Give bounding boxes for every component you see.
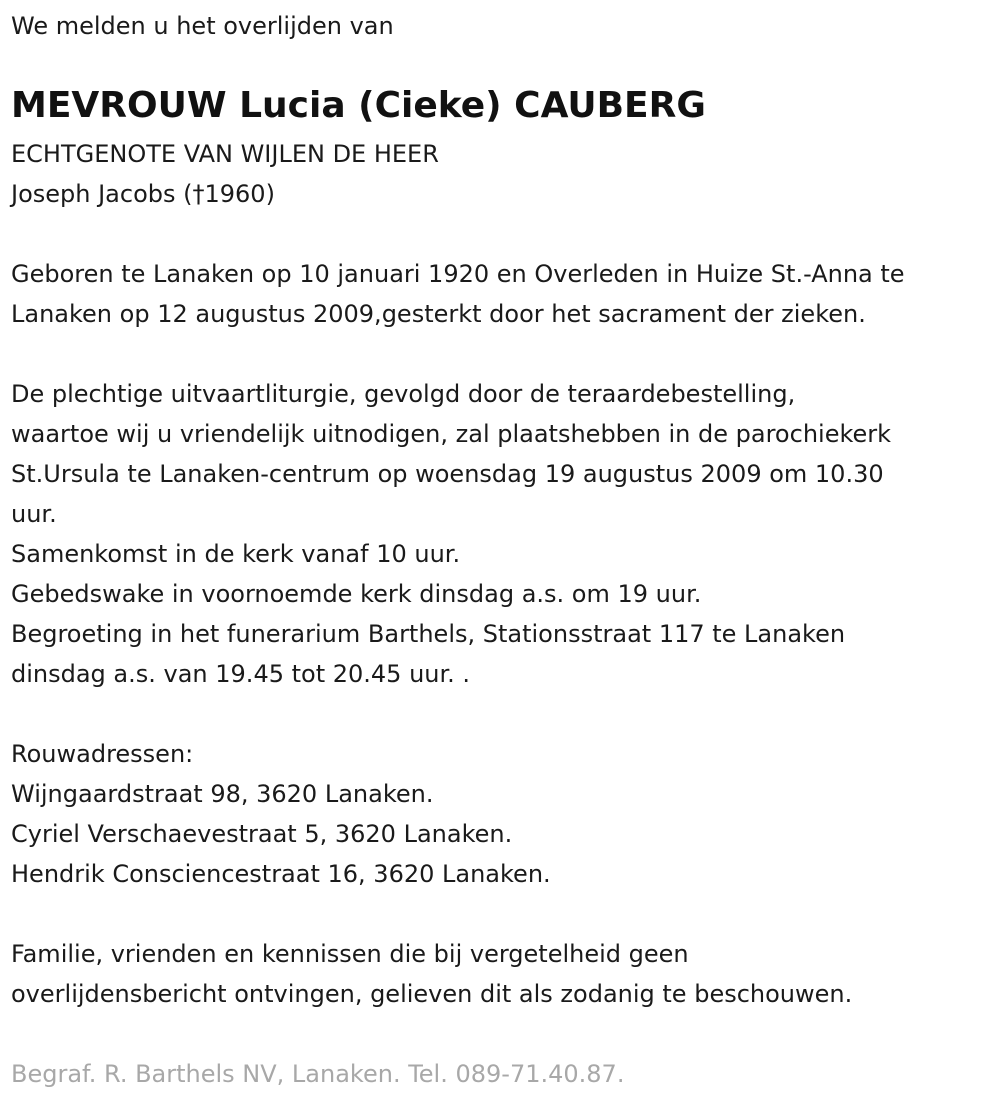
family-note-line: overlijdensbericht ontvingen, gelieven dit als zodanig te beschouwen. [11, 980, 853, 1008]
intro-text: We melden u het overlijden van [11, 12, 394, 40]
liturgy-line: De plechtige uitvaartliturgie, gevolgd door de teraardebestelling, [11, 380, 796, 408]
liturgy-section [11, 374, 891, 694]
liturgy-line: Samenkomst in de kerk vanaf 10 uur. [11, 540, 461, 568]
spouse-title: ECHTGENOTE VAN WIJLEN DE HEER [11, 140, 439, 168]
birth-death-line: Lanaken op 12 augustus 2009,gesterkt door het sacrament der zieken. [11, 300, 866, 328]
birth-death-line: Geboren te Lanaken op 10 januari 1920 en Overleden in Huize St.-Anna te [11, 260, 905, 288]
spouse-name: Joseph Jacobs (†1960) [11, 180, 275, 208]
family-note-section [11, 934, 852, 1014]
liturgy-line: Gebedswake in voornoemde kerk dinsdag a.s. om 19 uur. [11, 580, 702, 608]
liturgy-line: dinsdag a.s. van 19.45 tot 20.45 uur. . [11, 660, 471, 688]
deceased-name: MEVROUW Lucia (Cieke) CAUBERG [11, 85, 706, 126]
liturgy-line: uur. [11, 500, 57, 528]
addresses-heading: Rouwadressen: [11, 740, 194, 768]
address-item: Hendrik Consciencestraat 16, 3620 Lanaken. [11, 860, 551, 888]
liturgy-line: Begroeting in het funerarium Barthels, Stationsstraat 117 te Lanaken [11, 620, 846, 648]
birth-death-section [11, 254, 905, 334]
address-item: Wijngaardstraat 98, 3620 Lanaken. [11, 780, 434, 808]
address-item: Cyriel Verschaevestraat 5, 3620 Lanaken. [11, 820, 513, 848]
addresses-section [11, 734, 551, 894]
liturgy-line: St.Ursula te Lanaken-centrum op woensdag 19 augustus 2009 om 10.30 [11, 460, 884, 488]
funeral-director-footer: Begraf. R. Barthels NV, Lanaken. Tel. 089-71.40.87. [11, 1060, 625, 1088]
liturgy-line: waartoe wij u vriendelijk uitnodigen, zal plaatshebben in de parochiekerk [11, 420, 892, 448]
family-note-line: Familie, vrienden en kennissen die bij vergetelheid geen [11, 940, 689, 968]
spouse-section [11, 134, 439, 214]
